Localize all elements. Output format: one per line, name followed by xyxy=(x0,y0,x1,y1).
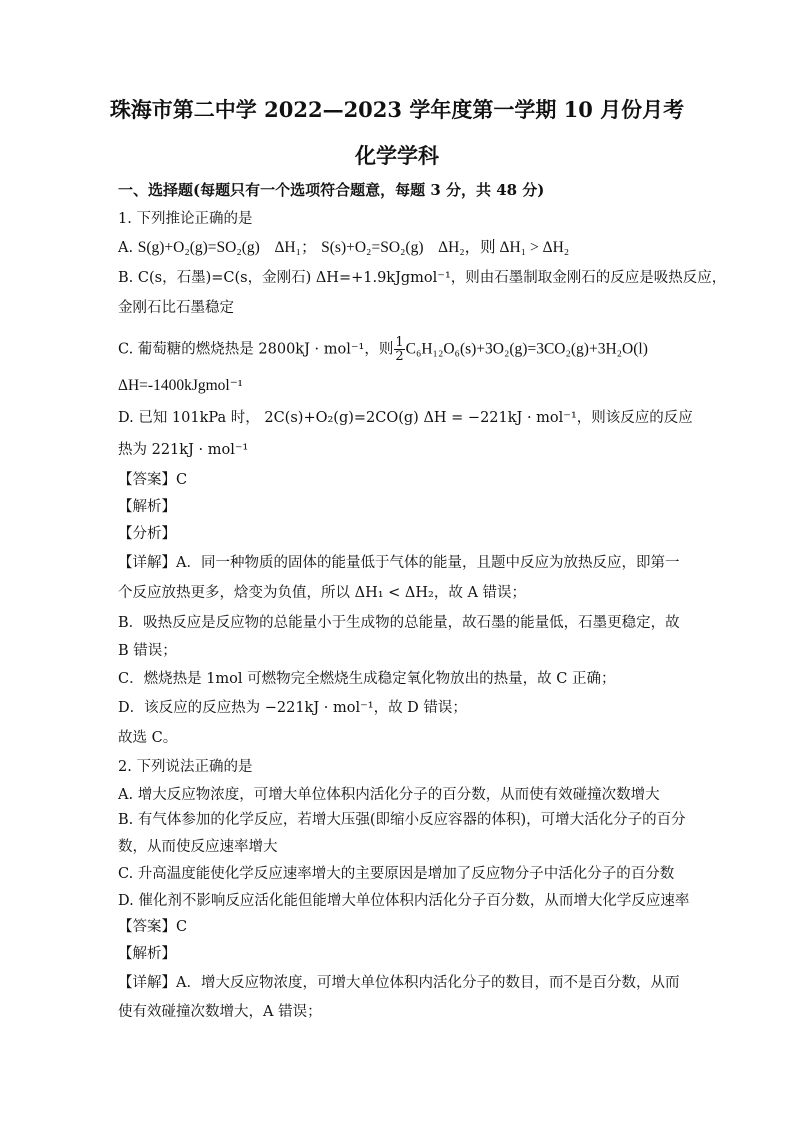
q2-stem: 2. 下列说法正确的是 xyxy=(118,759,253,775)
page-subtitle: 化学学科 xyxy=(355,143,439,168)
q1-detail-d: D．该反应的反应热为 −221kJ · mol⁻¹，故 D 错误； xyxy=(118,700,467,716)
page-title: 珠海市第二中学 2022—2023 学年度第一学期 10 月份月考 xyxy=(109,97,685,122)
section-heading: 一、选择题(每题只有一个选项符合题意，每题 3 分，共 48 分) xyxy=(118,181,545,199)
q2-answer: 【答案】C xyxy=(118,919,188,935)
q1-option-c-equation: C₆H₁₂O₆(s)+3O₂(g)=3CO₂(g)+3H₂O(l) xyxy=(405,340,648,358)
q1-option-a-label: A. xyxy=(118,240,134,256)
q2-option-b-line1: B. 有气体参加的化学反应，若增大压强(即缩小反应容器的体积)，可增大活化分子的百分 xyxy=(118,812,686,828)
q1-detail-c: C．燃烧热是 1mol 可燃物完全燃烧生成稳定氧化物放出的热量，故 C 正确； xyxy=(118,671,616,687)
q2-detail-line1: 【详解】A．增大反应物浓度，可增大单位体积内活化分子的数目，而不是百分数，从而 xyxy=(118,975,680,991)
q1-option-d-line2: 热为 221kJ · mol⁻¹ xyxy=(118,442,249,458)
q2-analysis-label: 【解析】 xyxy=(118,946,176,962)
q1-option-b-line2: 金刚石比石墨稳定 xyxy=(118,300,234,316)
q1-option-a xyxy=(118,238,569,258)
q1-option-a-eq2: S(s)+O₂=SO₂(g) xyxy=(321,239,424,256)
q1-detail-b-line2: B 错误； xyxy=(118,643,177,659)
q1-detail-a-line2: 个反应放热更多，焓变为负值，所以 ΔH₁ < ΔH₂，故 A 错误； xyxy=(118,585,527,601)
q1-detail-conclusion: 故选 C。 xyxy=(118,730,178,746)
fraction-one-half: $\frac{1}{2}$ xyxy=(395,335,404,364)
q1-option-a-dh2: ΔH₂，则 ΔH₁ > ΔH₂ xyxy=(438,239,570,256)
q1-option-c-prefix: C. 葡萄糖的燃烧热是 2800kJ · mol⁻¹，则 xyxy=(118,341,394,358)
q1-option-c xyxy=(118,336,648,363)
q1-fenxi-label: 【分析】 xyxy=(118,526,176,542)
q1-option-a-dh1: ΔH₁； xyxy=(274,239,317,256)
q1-option-a-eq1: S(g)+O₂(g)=SO₂(g) xyxy=(137,239,260,256)
q1-option-c-line2: ΔH=-1400kJgmol⁻¹ xyxy=(118,377,243,394)
q2-option-a: A. 增大反应物浓度，可增大单位体积内活化分子的百分数，从而使有效碰撞次数增大 xyxy=(118,787,660,803)
q1-stem: 1. 下列推论正确的是 xyxy=(118,211,253,227)
q2-detail-line2: 使有效碰撞次数增大，A 错误； xyxy=(118,1004,322,1020)
q1-option-b-line1: B. C(s，石墨)=C(s，金刚石) ΔH=+1.9kJgmol⁻¹，则由石墨制取金刚石的反应是吸热反应， xyxy=(118,270,727,286)
q1-detail-a-line1: 【详解】A．同一种物质的固体的能量低于气体的能量，且题中反应为放热反应，即第一 xyxy=(118,555,680,571)
q1-option-d-line1: D. 已知 101kPa 时， 2C(s)+O₂(g)=2CO(g) ΔH = −221kJ · mol⁻¹，则该反应的反应 xyxy=(118,410,693,426)
q1-analysis-label: 【解析】 xyxy=(118,499,176,515)
q1-detail-b-line1: B．吸热反应是反应物的总能量小于生成物的总能量，故石墨的能量低，石墨更稳定，故 xyxy=(118,615,680,631)
q2-option-b-line2: 数，从而使反应速率增大 xyxy=(118,839,278,855)
q2-option-c: C. 升高温度能使化学反应速率增大的主要原因是增加了反应物分子中活化分子的百分数 xyxy=(118,866,675,882)
q1-answer: 【答案】C xyxy=(118,472,188,488)
q2-option-d: D. 催化剂不影响反应活化能但能增大单位体积内活化分子百分数，从而增大化学反应速率 xyxy=(118,893,690,909)
